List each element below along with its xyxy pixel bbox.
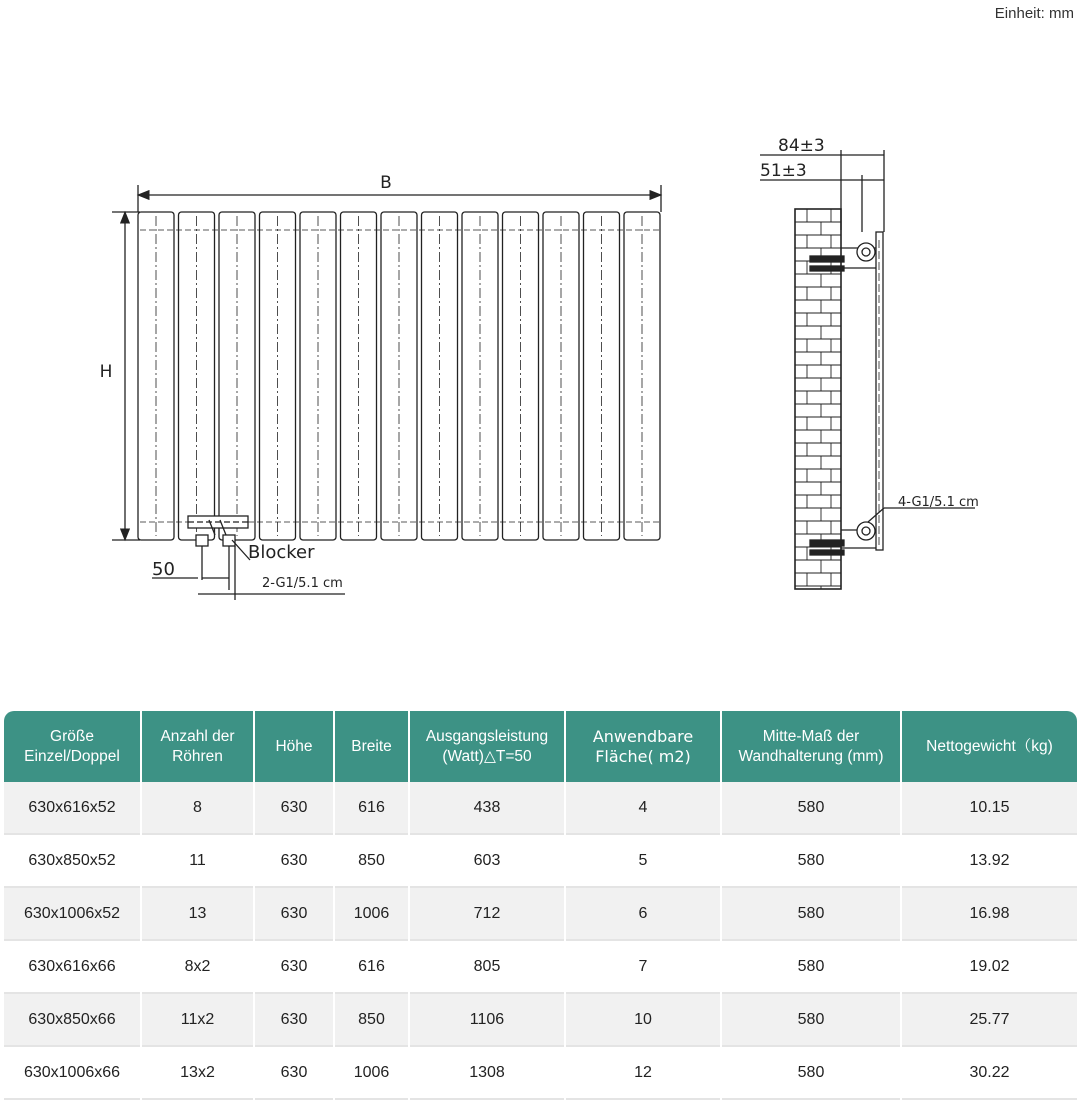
table-cell: 603 [409, 834, 565, 887]
table-row [4, 1046, 1077, 1099]
table-cell: 630x1006x52 [4, 887, 141, 940]
table-row [4, 940, 1077, 993]
table-cell: 1308 [409, 1046, 565, 1099]
column-header [901, 711, 1077, 782]
table-cell: 4 [565, 782, 721, 834]
table-cell: 16.98 [901, 887, 1077, 940]
table-cell: 19.02 [901, 940, 1077, 993]
column-header [254, 711, 334, 782]
blocker-label: Blocker [248, 542, 315, 563]
column-header [565, 711, 721, 782]
offset-label: 50 [152, 559, 175, 580]
table-cell: 30.22 [901, 1046, 1077, 1099]
table-row [4, 834, 1077, 887]
column-header [409, 711, 565, 782]
table-cell: 616 [334, 940, 409, 993]
column-header-line: Einzel/Doppel [24, 747, 120, 765]
column-header [721, 711, 901, 782]
table-cell: 616 [334, 782, 409, 834]
table-cell: 630 [254, 782, 334, 834]
table-cell: 630 [254, 993, 334, 1046]
table-cell: 13.92 [901, 834, 1077, 887]
table-cell: 7 [565, 940, 721, 993]
unit-label: Einheit: mm [994, 5, 1074, 22]
table-cell: 805 [409, 940, 565, 993]
table-cell: 1106 [409, 993, 565, 1046]
table-cell: 630x850x52 [4, 834, 141, 887]
column-header-line: Größe [50, 727, 94, 745]
specification-table [4, 711, 1077, 1100]
table-row [4, 993, 1077, 1046]
table-cell: 10 [565, 993, 721, 1046]
table-cell: 8 [141, 782, 254, 834]
table-cell: 1006 [334, 887, 409, 940]
radiator-panel-side [876, 232, 883, 550]
table-cell: 580 [721, 993, 901, 1046]
outer-depth-label: 84±3 [778, 136, 825, 156]
column-header [4, 711, 141, 782]
table-cell: 13 [141, 887, 254, 940]
table-cell: 438 [409, 782, 565, 834]
column-header-line: Höhe [275, 737, 313, 755]
side-view-diagram [760, 150, 975, 589]
table-cell: 630 [254, 887, 334, 940]
table-cell: 630x850x66 [4, 993, 141, 1046]
wall-bracket-bottom [810, 522, 876, 555]
table-cell: 630x616x52 [4, 782, 141, 834]
table-row [4, 887, 1077, 940]
column-header-line: (Watt)△T=50 [442, 747, 532, 765]
height-label: H [99, 362, 113, 382]
table-cell: 580 [721, 887, 901, 940]
column-header-line: Wandhalterung (mm) [738, 747, 884, 765]
radiator-tubes [138, 212, 660, 540]
column-header-line: Anzahl der [160, 727, 235, 745]
table-cell: 11x2 [141, 993, 254, 1046]
column-header-line: Breite [351, 737, 392, 755]
table-cell: 712 [409, 887, 565, 940]
table-cell: 580 [721, 782, 901, 834]
table-cell: 13x2 [141, 1046, 254, 1099]
table-cell: 580 [721, 940, 901, 993]
table-cell: 850 [334, 993, 409, 1046]
front-view-diagram [112, 185, 661, 600]
column-header [141, 711, 254, 782]
table-cell: 10.15 [901, 782, 1077, 834]
column-header-line: Fläche( m2) [595, 746, 691, 766]
table-cell: 630x1006x66 [4, 1046, 141, 1099]
width-label: B [380, 173, 392, 193]
column-header-line: Nettogewicht（kg) [926, 737, 1053, 755]
table-cell: 630 [254, 1046, 334, 1099]
table-cell: 850 [334, 834, 409, 887]
table-cell: 1006 [334, 1046, 409, 1099]
connection-label-side: 4-G1/5.1 cm [898, 495, 979, 510]
column-header-line: Anwendbare [592, 726, 694, 746]
table-cell: 6 [565, 887, 721, 940]
table-row [4, 782, 1077, 834]
table-cell: 8x2 [141, 940, 254, 993]
column-header-line: Mitte-Maß der [762, 727, 860, 745]
table-cell: 630 [254, 940, 334, 993]
table-cell: 580 [721, 1046, 901, 1099]
table-cell: 5 [565, 834, 721, 887]
column-header [334, 711, 409, 782]
table-cell: 12 [565, 1046, 721, 1099]
table-cell: 25.77 [901, 993, 1077, 1046]
wall-bracket-top [810, 243, 876, 271]
inner-depth-label: 51±3 [760, 161, 807, 181]
table-cell: 11 [141, 834, 254, 887]
table-cell: 630x616x66 [4, 940, 141, 993]
column-header-line: Röhren [172, 747, 223, 765]
table-cell: 580 [721, 834, 901, 887]
connection-label-front: 2-G1/5.1 cm [262, 576, 343, 591]
table-cell: 630 [254, 834, 334, 887]
column-header-line: Ausgangsleistung [425, 727, 549, 745]
table-header-row [4, 711, 1077, 782]
